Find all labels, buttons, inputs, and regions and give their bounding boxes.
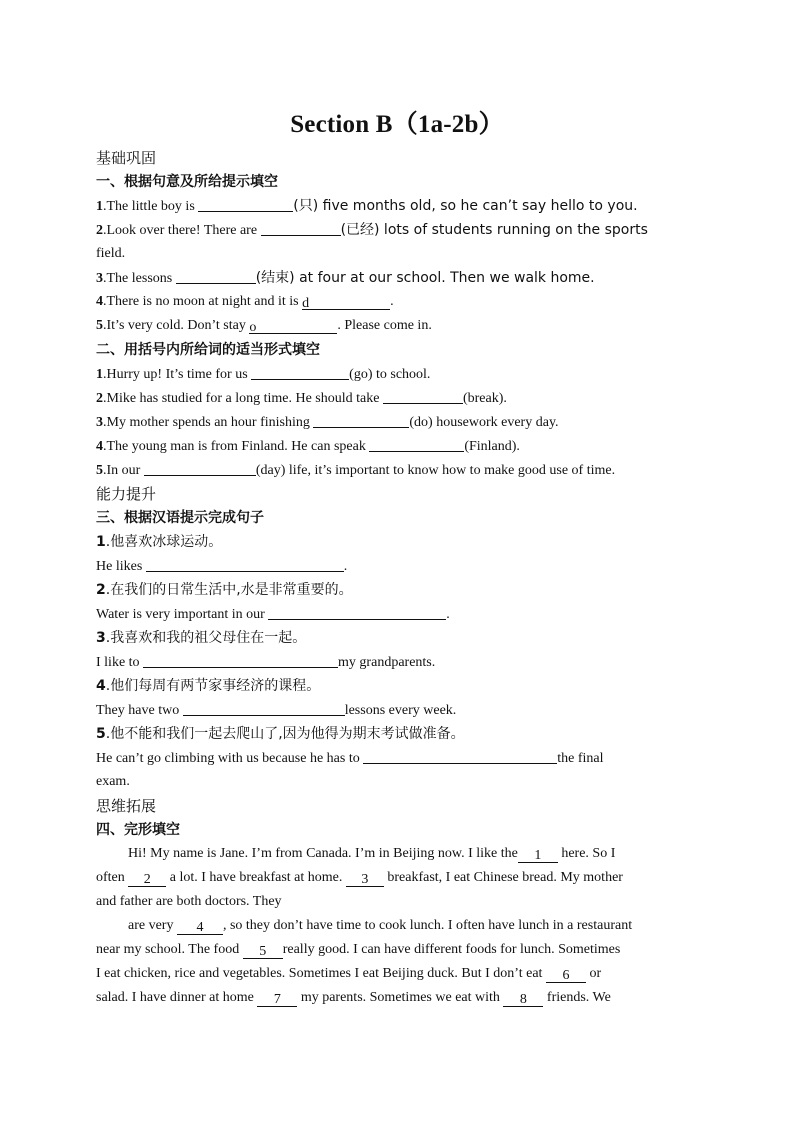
ex3-item-5-answer — [96, 749, 604, 768]
answer-blank[interactable] — [176, 269, 256, 284]
cloze-text: often — [96, 870, 129, 885]
item-text: He likes — [96, 559, 146, 574]
item-number: 4 — [96, 294, 103, 309]
item-text: (只) five months old, so he can’t say hello to you. — [293, 198, 638, 214]
ex3-item-5-prompt — [96, 725, 465, 743]
ex2-item-4 — [96, 437, 520, 456]
answer-blank[interactable] — [383, 389, 463, 404]
answer-blank[interactable] — [249, 319, 337, 334]
cloze-line-2 — [96, 869, 623, 887]
cloze-blank-2[interactable]: 2 — [128, 871, 166, 887]
chinese-prompt: .他们每周有两节家事经济的课程。 — [105, 678, 321, 694]
cloze-line-6 — [96, 965, 601, 983]
ex3-item-4-prompt — [96, 677, 320, 695]
item-number: 3 — [96, 630, 106, 646]
item-number: 4 — [96, 678, 106, 694]
ex3-item-2-prompt — [96, 581, 353, 599]
item-number: 2 — [96, 582, 106, 598]
ex3-item-4-answer — [96, 701, 456, 720]
cloze-text: Hi! My name is Jane. I’m from Canada. I’m in Beijing now. I like the — [128, 846, 518, 861]
item-number: 1 — [96, 199, 103, 214]
item-text: He can’t go climbing with us because he has to — [96, 751, 364, 766]
cloze-blank-7[interactable]: 7 — [257, 991, 297, 1007]
cloze-blank-1[interactable]: 1 — [518, 847, 558, 863]
item-text: .It’s very cold. Don’t stay — [103, 318, 250, 333]
item-text: .Mike has studied for a long time. He should take — [103, 391, 383, 406]
section-heading-basic: 基础巩固 — [96, 149, 157, 167]
ex3-item-3-prompt — [96, 629, 306, 647]
answer-blank[interactable] — [363, 749, 557, 764]
answer-blank[interactable] — [146, 557, 344, 572]
item-text: the final — [557, 751, 604, 766]
item-number: 2 — [96, 223, 103, 238]
cloze-text: near my school. The food — [96, 942, 243, 957]
item-number: 2 — [96, 391, 103, 406]
item-number: 5 — [96, 463, 103, 478]
cloze-text: friends. We — [543, 990, 611, 1005]
cloze-text: a lot. I have breakfast at home. — [166, 870, 346, 885]
item-text: . Please come in. — [337, 318, 432, 333]
ex3-item-1-prompt — [96, 533, 222, 551]
ex2-item-5 — [96, 461, 615, 480]
cloze-line-5 — [96, 941, 620, 959]
item-text: . — [446, 607, 450, 622]
answer-blank[interactable] — [144, 461, 256, 476]
item-number: 1 — [96, 367, 103, 382]
answer-blank[interactable] — [369, 437, 464, 452]
item-text: (break). — [462, 391, 507, 406]
cloze-text: or — [585, 966, 602, 981]
section-heading-improve: 能力提升 — [96, 485, 157, 503]
cloze-blank-8[interactable]: 8 — [503, 991, 543, 1007]
exercise-4-heading: 四、完形填空 — [96, 822, 180, 838]
answer-blank[interactable] — [268, 605, 446, 620]
exercise-1-heading: 一、根据句意及所给提示填空 — [96, 174, 278, 190]
ex3-item-2-answer — [96, 605, 450, 624]
cloze-text: here. So I — [557, 846, 616, 861]
ex1-item-1 — [96, 197, 638, 216]
item-text: (Finland). — [464, 439, 520, 454]
cloze-line-1 — [128, 845, 615, 863]
ex3-item-3-answer — [96, 653, 435, 672]
item-text: .Hurry up! It’s time for us — [103, 367, 252, 382]
cloze-line-3: and father are both doctors. They — [96, 894, 282, 909]
exercise-3-heading: 三、根据汉语提示完成句子 — [96, 510, 264, 526]
item-number: 5 — [96, 318, 103, 333]
answer-blank[interactable] — [183, 701, 345, 716]
cloze-blank-4[interactable]: 4 — [177, 919, 223, 935]
cloze-text: breakfast, I eat Chinese bread. My mother — [383, 870, 623, 885]
item-text: lessons every week. — [344, 703, 457, 718]
item-text: Water is very important in our — [96, 607, 269, 622]
item-number: 5 — [96, 726, 106, 742]
item-text: . — [343, 559, 348, 574]
answer-blank[interactable] — [313, 413, 409, 428]
cloze-blank-6[interactable]: 6 — [546, 967, 586, 983]
exercise-2-heading: 二、用括号内所给词的适当形式填空 — [96, 342, 320, 358]
item-number: 3 — [96, 271, 103, 286]
item-text: .My mother spends an hour finishing — [103, 415, 314, 430]
cloze-text: , so they don’t have time to cook lunch. I often have lunch in a restaurant — [222, 918, 633, 933]
item-text: .There is no moon at night and it is — [103, 294, 303, 309]
chinese-prompt: .我喜欢和我的祖父母住在一起。 — [105, 630, 307, 646]
item-text: (结束) at four at our school. Then we walk home. — [255, 270, 595, 286]
item-text: I like to — [96, 655, 144, 670]
ex1-item-5 — [96, 317, 432, 335]
cloze-text: my parents. Sometimes we eat with — [297, 990, 504, 1005]
item-text: (go) to school. — [349, 367, 431, 382]
item-text: .In our — [103, 463, 144, 478]
ex2-item-2 — [96, 389, 507, 408]
section-heading-expand: 思维拓展 — [96, 797, 157, 815]
item-text: .The young man is from Finland. He can speak — [103, 439, 370, 454]
item-text: (day) life, it’s important to know how to make good use of time. — [255, 463, 616, 478]
answer-blank[interactable] — [251, 365, 349, 380]
answer-blank[interactable] — [302, 295, 390, 310]
ex1-item-3 — [96, 269, 595, 288]
cloze-text: I eat chicken, rice and vegetables. Sometimes I eat Beijing duck. But I don’t eat — [96, 966, 546, 981]
item-number: 1 — [96, 534, 106, 550]
cloze-blank-5[interactable]: 5 — [243, 943, 283, 959]
cloze-blank-3[interactable]: 3 — [346, 871, 384, 887]
item-text: .Look over there! There are — [103, 223, 261, 238]
ex1-item-2-cont: field. — [96, 246, 126, 261]
item-text: my grandparents. — [338, 655, 436, 670]
item-text: .The lessons — [103, 271, 176, 286]
ex3-item-1-answer — [96, 557, 347, 576]
ex1-item-2 — [96, 221, 648, 240]
item-number: 3 — [96, 415, 103, 430]
page-title: Section B（1a-2b） — [290, 111, 504, 138]
cloze-text: salad. I have dinner at home — [96, 990, 258, 1005]
cloze-text: really good. I can have different foods for lunch. Sometimes — [282, 942, 621, 957]
chinese-prompt: .在我们的日常生活中,水是非常重要的。 — [105, 582, 353, 598]
blank-hint: d — [302, 296, 310, 311]
chinese-prompt: .他喜欢冰球运动。 — [105, 534, 223, 550]
cloze-text: are very — [128, 918, 177, 933]
item-number: 4 — [96, 439, 103, 454]
item-text: They have two — [96, 703, 183, 718]
answer-blank[interactable] — [261, 221, 341, 236]
ex1-item-4 — [96, 293, 394, 311]
chinese-prompt: .他不能和我们一起去爬山了,因为他得为期末考试做准备。 — [105, 726, 465, 742]
answer-blank[interactable] — [143, 653, 338, 668]
cloze-line-4 — [128, 917, 632, 935]
ex2-item-3 — [96, 413, 559, 432]
blank-hint: o — [249, 320, 257, 335]
answer-blank[interactable] — [198, 197, 293, 212]
item-text: (已经) lots of students running on the sports — [340, 222, 648, 238]
cloze-line-7 — [96, 989, 611, 1007]
item-text: .The little boy is — [103, 199, 199, 214]
ex3-item-5-cont: exam. — [96, 774, 130, 789]
item-text: (do) housework every day. — [409, 415, 559, 430]
ex2-item-1 — [96, 365, 430, 384]
item-text: . — [390, 294, 394, 309]
